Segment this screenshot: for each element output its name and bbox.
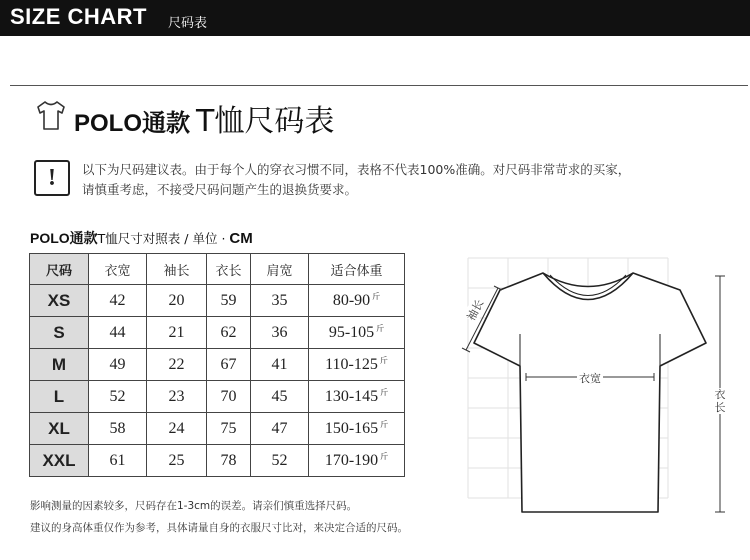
sleeve-cell: 22 [147,349,207,381]
size-cell: XL [30,413,89,445]
table-row [30,413,405,445]
size-cell: XS [30,285,89,317]
width-cell: 58 [89,413,147,445]
table-header-row [30,254,405,285]
width-cell: 61 [89,445,147,477]
tshirt-icon [34,98,68,132]
footnote-2: 建议的身高体重仅作为参考，具体请量自身的衣服尺寸比对，来决定合适的尺码。 [30,522,408,534]
caption-text: T恤尺寸对照表 / 单位 · [97,231,230,246]
length-cell: 59 [207,285,251,317]
notice-line-2: 请慎重考虑，不接受尺码问题产生的退换货要求。 [82,182,358,197]
weight-cell: 110-125 $^斤$ [309,349,405,381]
notice-text [82,160,742,200]
size-cell: S [30,317,89,349]
shoulder-cell: 52 [251,445,309,477]
top-banner [0,0,750,36]
sleeve-cell: 21 [147,317,207,349]
shoulder-cell: 36 [251,317,309,349]
weight-cell: 80-90 $^斤$ [309,285,405,317]
header-size: 尺码 [30,254,89,285]
size-cell: XXL [30,445,89,477]
width-cell: 52 [89,381,147,413]
header-shoulder: 肩宽 [251,254,309,285]
shoulder-cell: 45 [251,381,309,413]
header-weight: 适合体重 [309,254,405,285]
footnote-1: 影响测量的因素较多，尺码存在1-3cm的误差。请亲们慎重选择尺码。 [30,500,358,512]
size-chart-subtitle: 尺码表 [168,16,208,31]
header-sleeve: 袖长 [147,254,207,285]
size-cell: M [30,349,89,381]
heading-text: T恤尺码表 [196,104,335,139]
weight-cell: 95-105 $^斤$ [309,317,405,349]
weight-cell: 150-165 $^斤$ [309,413,405,445]
length-cell: 67 [207,349,251,381]
header-width: 衣宽 [89,254,147,285]
caption-unit: CM [229,230,253,247]
length-cell: 70 [207,381,251,413]
length-cell: 78 [207,445,251,477]
body-length-label: 衣长 [714,388,726,414]
notice-line-1: 以下为尺码建议表。由于每个人的穿衣习惯不同，表格不代表100%准确。对尺码非常苛求的买家， [82,162,631,177]
width-cell: 44 [89,317,147,349]
length-cell: 62 [207,317,251,349]
width-cell: 42 [89,285,147,317]
length-cell: 75 [207,413,251,445]
table-caption [30,228,253,248]
size-chart-title: SIZE CHART [10,4,147,29]
sleeve-length-label: 袖长 [464,297,487,323]
table-row [30,317,405,349]
table-row [30,285,405,317]
caption-polo: POLO通款 [30,230,98,246]
sleeve-cell: 20 [147,285,207,317]
sleeve-cell: 25 [147,445,207,477]
table-row [30,381,405,413]
divider-line [10,85,748,86]
size-table [29,253,405,477]
table-row [30,349,405,381]
shoulder-cell: 47 [251,413,309,445]
weight-cell: 130-145 $^斤$ [309,381,405,413]
header-length: 衣长 [207,254,251,285]
chest-width-label: 衣宽 [579,372,601,385]
page-heading [74,96,334,140]
heading-polo: POLO通款 [74,110,191,137]
size-cell: L [30,381,89,413]
sleeve-cell: 24 [147,413,207,445]
shoulder-cell: 35 [251,285,309,317]
width-cell: 49 [89,349,147,381]
table-row [30,445,405,477]
weight-cell: 170-190 $^斤$ [309,445,405,477]
shoulder-cell: 41 [251,349,309,381]
tshirt-diagram [448,238,748,528]
sleeve-cell: 23 [147,381,207,413]
exclamation-icon: ! [34,160,70,196]
